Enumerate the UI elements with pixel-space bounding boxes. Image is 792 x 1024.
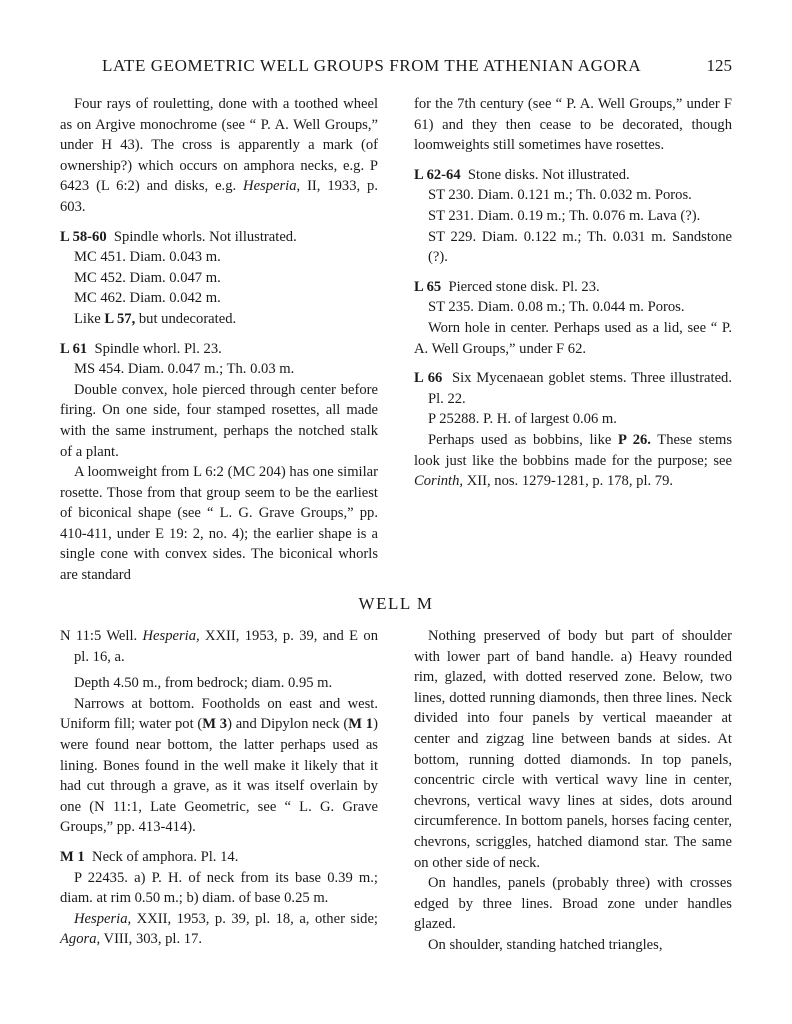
m1-handles: On handles, panels (probably three) with crosses edged by three lines. Broad zone under handles glazed. (414, 875, 732, 933)
entry-line: P 25288. P. H. of largest 0.06 m. (428, 411, 617, 428)
entry-label: L 58-60 (60, 228, 107, 245)
entry-heading: L 66 Six Mycenaean goblet stems. Three illustrated. Pl. 22. (414, 370, 733, 407)
entry-paragraph: A loomweight from L 6:2 (MC 204) has one similar rosette. Those from that group seem to be the earliest of biconical shape (see “ L. G. Grave Groups,” pp. 410-411, under E 19: 2, no. 4); the earlier shape is a single cone with convex sides. The biconical whorls are standard (60, 464, 378, 584)
entry-line: MC 452. Diam. 0.047 m. (74, 269, 221, 286)
entry-line: MC 462. Diam. 0.042 m. (74, 290, 221, 307)
right-column-top (414, 94, 732, 492)
entry-line: ST 229. Diam. 0.122 m.; Th. 0.031 m. Sandstone (?). (428, 228, 732, 266)
entry-line: MC 451. Diam. 0.043 m. (74, 249, 221, 266)
entry-paragraph: Double convex, hole pierced through center before firing. On one side, four stamped rosettes, all made with the same instrument, perhaps the notched stalk of a plant. (60, 381, 378, 460)
entry-line: P 22435. a) P. H. of neck from its base 0.39 m.; diam. at rim 0.50 m.; b) diam. of base 0.25 m. (60, 869, 378, 907)
entry-heading: M 1 Neck of amphora. Pl. 14. (60, 848, 239, 865)
catalog-entry-l62-64 (414, 165, 732, 268)
entry-line: ST 230. Diam. 0.121 m.; Th. 0.032 m. Poros. (428, 187, 692, 204)
entry-line: Like L 57, but undecorated. (74, 310, 237, 327)
entry-heading: L 62-64 Stone disks. Not illustrated. (414, 166, 630, 183)
m1-shoulder: On shoulder, standing hatched triangles, (428, 936, 663, 953)
paragraph-continued: for the 7th century (see “ P. A. Well Groups,” under F 61) and they then cease to be decorated, though loomweights still sometimes have rosettes. (414, 96, 732, 154)
catalog-entry-l58-60 (60, 227, 378, 330)
page-number: 125 (706, 56, 732, 75)
entry-label: L 62-64 (414, 166, 461, 183)
catalog-entry-l61 (60, 339, 378, 586)
section-heading: WELL M (358, 594, 434, 613)
entry-label: L 65 (414, 278, 442, 295)
m1-description: Nothing preserved of body but part of shoulder with lower part of band handle. a) Heavy rounded rim, glazed, with dotted reserved zone. Below, two lines, dotted running diamonds, then three lines. Neck divided into four panels by vertical maeander at center and zigzag line between bands at sides. At bottom, running dotted diamonds. In top panels, concentric circle with vertical wavy line in center, chevrons, vertical wavy lines at sides, dots around circumference. In bottom panels, horses facing center, chevrons, scriggles, hatched diamond star. The same on other side of neck. (414, 628, 732, 871)
catalog-entry-m1 (60, 847, 378, 950)
entry-heading: L 61 Spindle whorl. Pl. 23. (60, 340, 222, 357)
well-intro: N 11:5 Well. Hesperia, XXII, 1953, p. 39, and E on pl. 16, a. (60, 628, 378, 665)
running-header (60, 56, 732, 80)
entry-heading: L 58-60 Spindle whorls. Not illustrated. (60, 228, 297, 245)
running-title: LATE GEOMETRIC WELL GROUPS FROM THE ATHENIAN AGORA (102, 56, 642, 75)
entry-line: MS 454. Diam. 0.047 m.; Th. 0.03 m. (74, 361, 295, 378)
catalog-entry-l65 (414, 277, 732, 359)
entry-label: L 66 (414, 370, 443, 387)
entry-reference: Hesperia, XXII, 1953, p. 39, pl. 18, a, other side; Agora, VIII, 303, pl. 17. (60, 910, 378, 948)
entry-line: ST 235. Diam. 0.08 m.; Th. 0.044 m. Poros. (428, 299, 685, 316)
left-column-bottom (60, 626, 378, 950)
well-depth: Depth 4.50 m., from bedrock; diam. 0.95 m. (74, 675, 333, 692)
left-column-top (60, 94, 378, 586)
right-column-bottom (414, 626, 732, 956)
well-description: Narrows at bottom. Footholds on east and west. Uniform fill; water pot (M 3) and Dipylon neck (M 1) were found near bottom, the latter perhaps used as lining. Bones found in the well make it likely that it had cut through a grave, as it was itself overlain by one (N 11:1, Late Geometric, see “ L. G. Grave Groups,” pp. 413-414). (60, 695, 378, 836)
paragraph-rouletting: Four rays of rouletting, done with a toothed wheel as on Argive monochrome (see “ P. A. Well Groups,” under H 43). The cross is apparently a mark (of ownership?) which occurs on amphora necks, e.g. P 6423 (L 6:2) and disks, e.g. Hesperia, II, 1933, p. 603. (60, 96, 378, 215)
entry-heading: L 65 Pierced stone disk. Pl. 23. (414, 278, 600, 295)
entry-label: L 61 (60, 340, 88, 357)
entry-paragraph: Worn hole in center. Perhaps used as a lid, see “ P. A. Well Groups,” under F 62. (414, 319, 732, 357)
entry-paragraph: Perhaps used as bobbins, like P 26. These stems look just like the bobbins made for the purpose; see Corinth, XII, nos. 1279-1281, p. 178, pl. 79. (414, 431, 733, 490)
entry-label: M 1 (60, 848, 85, 865)
catalog-entry-l66 (414, 368, 732, 492)
entry-line: ST 231. Diam. 0.19 m.; Th. 0.076 m. Lava (?). (428, 207, 701, 224)
